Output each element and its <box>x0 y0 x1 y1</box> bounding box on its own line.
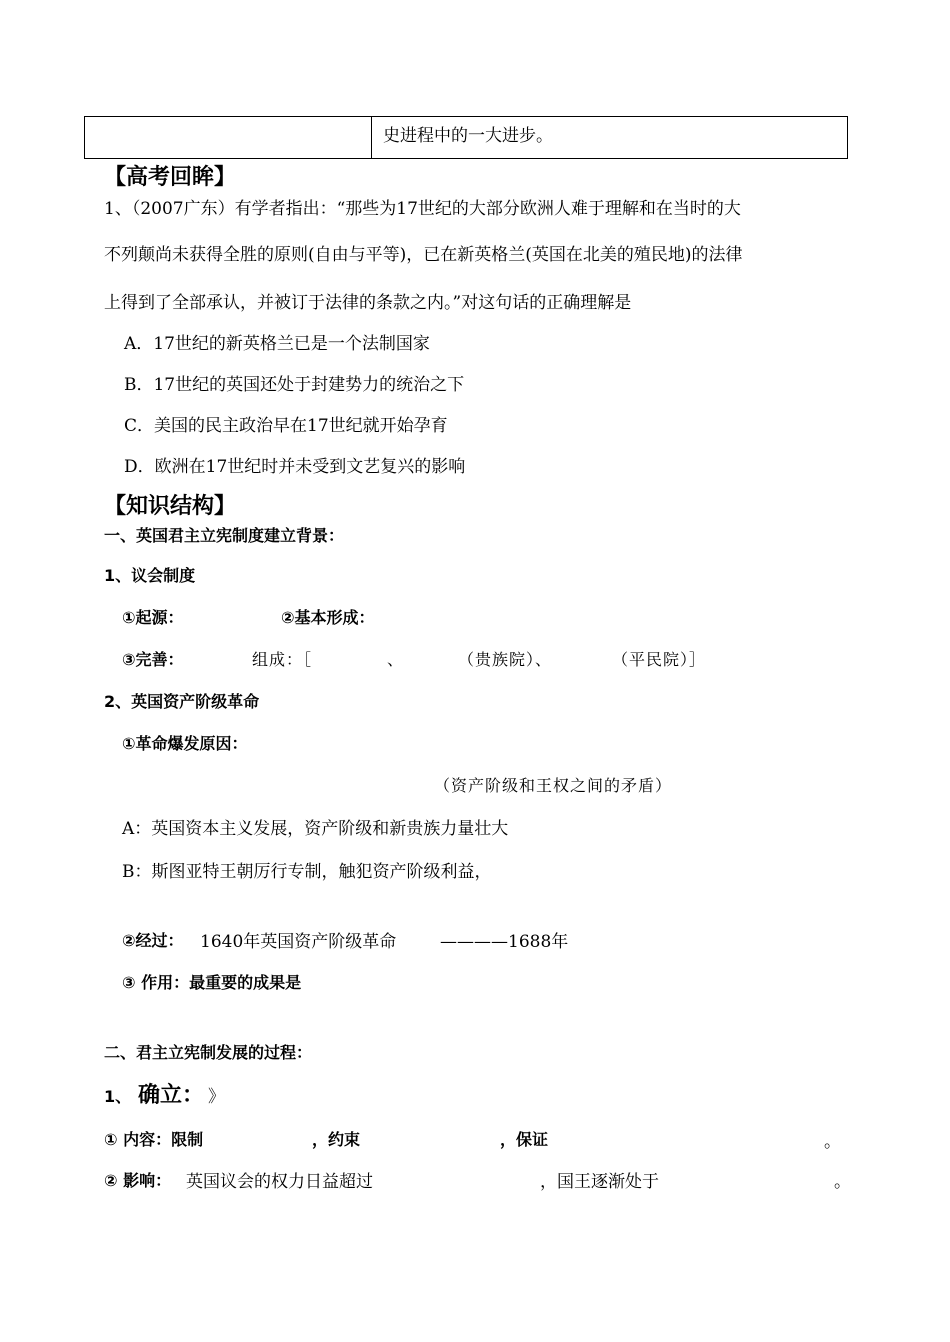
cause-b: B：斯图亚特王朝厉行专制，触犯资产阶级利益， <box>122 862 492 882</box>
continuation-table <box>84 116 848 159</box>
question-line-1: 1、（2007广东）有学者指出：“那些为17世纪的大部分欧洲人难于理解和在当时的大 <box>104 199 741 219</box>
option-b: B．17世纪的英国还处于封建势力的统治之下 <box>124 375 465 395</box>
establish-mark: 》 <box>208 1087 225 1107</box>
establish-word: 确立： <box>138 1083 205 1108</box>
content-guarantee: ，保证 <box>500 1130 549 1149</box>
option-d: D．欧洲在17世纪时并未受到文艺复兴的影响 <box>124 457 466 477</box>
impact-text: 英国议会的权力日益超过 <box>186 1172 373 1192</box>
table-divider <box>371 117 372 158</box>
formation-label: ②基本形成： <box>281 608 375 627</box>
content-end: 。 <box>824 1132 841 1152</box>
impact-end: 。 <box>834 1172 851 1192</box>
item1-title: 1、议会制度 <box>104 566 196 585</box>
compose-label: 组成：［ <box>252 650 313 669</box>
compose-separator: 、 <box>387 650 405 669</box>
table-right-cell: 史进程中的一大进步。 <box>383 126 553 146</box>
cause-note: （资产阶级和王权之间的矛盾） <box>434 776 673 795</box>
establish-num: 1、 <box>104 1087 132 1106</box>
process-dash: ————1688年 <box>440 932 569 952</box>
impact-text2: ，国王逐渐处于 <box>540 1172 659 1192</box>
process-text: 1640年英国资产阶级革命 <box>200 932 397 952</box>
item2-title: 2、英国资产阶级革命 <box>104 692 260 711</box>
process-label: ②经过： <box>122 931 184 950</box>
impact-label: ② 影响： <box>104 1171 172 1190</box>
question-line-3: 上得到了全部承认，并被订于法律的条款之内。”对这句话的正确理解是 <box>104 293 632 313</box>
question-line-2: 不列颠尚未获得全胜的原则(自由与平等)，已在新英格兰(英国在北美的殖民地)的法律 <box>104 245 743 265</box>
compose-lords: （贵族院）、 <box>458 650 553 669</box>
improve-label: ③完善： <box>122 650 184 669</box>
content-label: ① 内容：限制 <box>104 1130 204 1149</box>
content-restrain: ，约束 <box>312 1130 361 1149</box>
review-heading: 【高考回眸】 <box>104 165 237 190</box>
section1-title: 一、英国君主立宪制度建立背景： <box>104 526 345 545</box>
cause-a: A：英国资本主义发展，资产阶级和新贵族力量壮大 <box>122 819 509 839</box>
origin-label: ①起源： <box>122 608 184 627</box>
option-c: C．美国的民主政治早在17世纪就开始孕育 <box>124 416 448 436</box>
compose-commons: （平民院）］ <box>612 650 707 669</box>
effect-label: ③ 作用：最重要的成果是 <box>122 973 302 992</box>
knowledge-heading: 【知识结构】 <box>104 494 237 519</box>
cause-label: ①革命爆发原因： <box>122 734 248 753</box>
section2-title: 二、君主立宪制发展的过程： <box>104 1043 313 1062</box>
option-a: A．17世纪的新英格兰已是一个法制国家 <box>124 334 430 354</box>
